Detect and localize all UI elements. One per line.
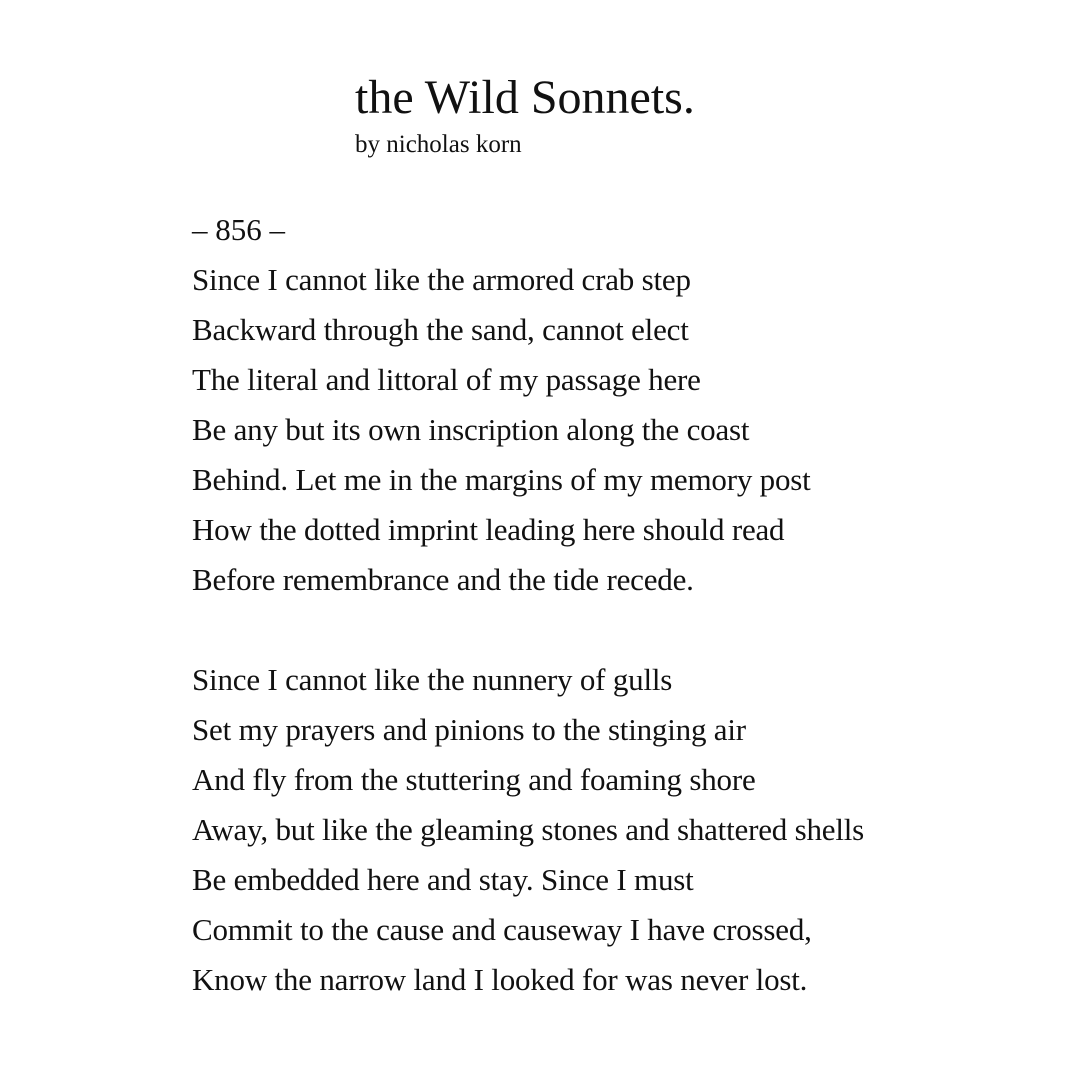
poem-line: Set my prayers and pinions to the stinging air xyxy=(192,712,746,747)
poem-line: Be any but its own inscription along the coast xyxy=(192,412,750,447)
stanza-2 xyxy=(192,655,1072,1005)
stanza-divider xyxy=(192,605,1072,655)
poem-line: Backward through the sand, cannot elect xyxy=(192,312,689,347)
poem-line: The literal and littoral of my passage here xyxy=(192,362,701,397)
poem-line: And fly from the stuttering and foaming shore xyxy=(192,762,756,797)
poem-body xyxy=(192,205,1072,1005)
sonnet-number: – 856 – xyxy=(192,212,285,247)
poem-line: Away, but like the gleaming stones and shattered shells xyxy=(192,812,865,847)
poem-line: Be embedded here and stay. Since I must xyxy=(192,862,694,897)
poem-line: Behind. Let me in the margins of my memory post xyxy=(192,462,811,497)
poem-line: Since I cannot like the armored crab step xyxy=(192,262,691,297)
poem-line: Commit to the cause and causeway I have crossed, xyxy=(192,912,812,947)
poem-line: Before remembrance and the tide recede. xyxy=(192,562,694,597)
stanza-1 xyxy=(192,255,1072,605)
poem-line: Know the narrow land I looked for was never lost. xyxy=(192,962,808,997)
page-title: the Wild Sonnets. xyxy=(355,71,695,124)
author-byline: by nicholas korn xyxy=(355,131,522,158)
poem-line: Since I cannot like the nunnery of gulls xyxy=(192,662,673,697)
poem-line: How the dotted imprint leading here should read xyxy=(192,512,785,547)
